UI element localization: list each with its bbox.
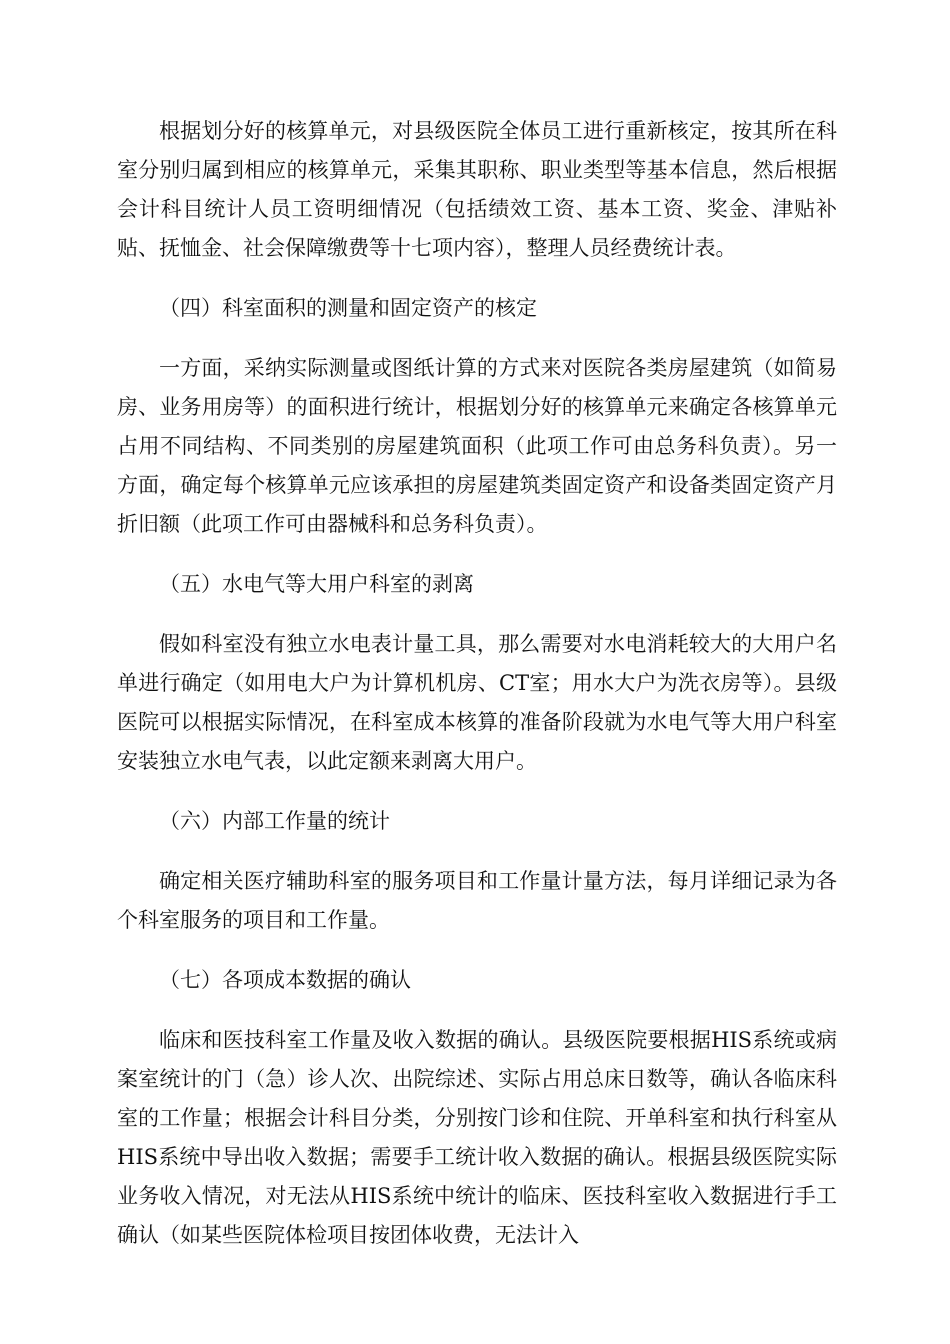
section-heading-5: （五）水电气等大用户科室的剥离 [159, 572, 474, 596]
paragraph-cost-data: 临床和医技科室工作量及收入数据的确认。县级医院要根据HIS系统或病案室统计的门（急）诊人次、出院综述、实际占用总床日数等，确认各临床科室的工作量；根据会计科目分类，分别按门诊和住院、开单科室和执行科室从HIS系统中导出收入数据；需要手工统计收入数据的确认。根据县级医院实际业务收入情况，对无法从HIS系统中统计的临床、医技科室收入数据进行手工确认（如某些医院体检项目按团体收费，无法计入 [117, 1028, 837, 1247]
paragraph-utilities: 假如科室没有独立水电表计量工具，那么需要对水电消耗较大的大用户名单进行确定（如用电大户为计算机机房、CT室；用水大户为洗衣房等）。县级医院可以根据实际情况，在科室成本核算的准备阶段就为水电气等大用户科室安装独立水电气表，以此定额来剥离大用户。 [117, 632, 837, 773]
paragraph-area-assets: 一方面，采纳实际测量或图纸计算的方式来对医院各类房屋建筑（如简易房、业务用房等）的面积进行统计，根据划分好的核算单元来确定各核算单元占用不同结构、不同类别的房屋建筑面积（此项工作可由总务科负责）。另一方面，确定每个核算单元应该承担的房屋建筑类固定资产和设备类固定资产月折旧额（此项工作可由器械科和总务科负责）。 [117, 356, 837, 536]
document-body [117, 112, 837, 1276]
section-heading-7: （七）各项成本数据的确认 [159, 968, 411, 992]
paragraph-staff-accounting: 根据划分好的核算单元，对县级医院全体员工进行重新核定，按其所在科室分别归属到相应的核算单元，采集其职称、职业类型等基本信息，然后根据会计科目统计人员工资明细情况（包括绩效工资、基本工资、奖金、津贴补贴、抚恤金、社会保障缴费等十七项内容），整理人员经费统计表。 [117, 119, 837, 260]
section-heading-6: （六）内部工作量的统计 [159, 809, 390, 833]
paragraph-workload: 确定相关医疗辅助科室的服务项目和工作量计量方法，每月详细记录为各个科室服务的项目和工作量。 [117, 869, 837, 932]
section-heading-4: （四）科室面积的测量和固定资产的核定 [159, 296, 537, 320]
